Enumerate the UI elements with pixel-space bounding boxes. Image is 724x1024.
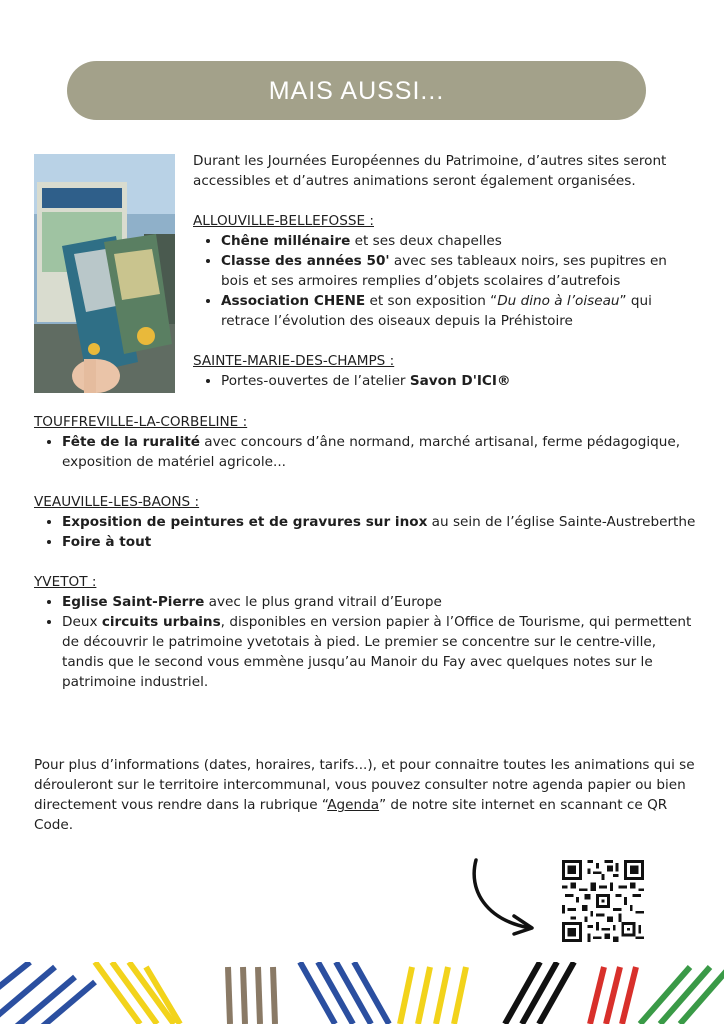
list-item: [62, 592, 698, 612]
item-text: avec concours d’âne normand, marché artisanal, ferme pédagogique, exposition de matériel agricole...: [62, 434, 681, 470]
list-item: [62, 532, 698, 552]
list-item: [221, 231, 698, 251]
item-text: , disponibles en version papier à l’Office de Tourisme, qui permettent de découvrir le patrimoine yvetotais à pied. Le premier se concentre sur le centre-ville, tandis que le second vous emmène jusqu’au Manoir du Fay avec quelques notes sur le patrimoine industriel.: [62, 614, 692, 690]
item-text: au sein de l’église Sainte-Austreberthe: [427, 514, 696, 530]
title-banner: [67, 61, 646, 120]
intro-text: Durant les Journées Européennes du Patrimoine, d’autres sites seront accessibles et d’autres animations seront également organisées.: [193, 153, 667, 189]
section-title-allouville: ALLOUVILLE-BELLEFOSSE :: [193, 213, 374, 229]
section-title-veauville: VEAUVILLE-LES-BAONS :: [34, 494, 200, 510]
qr-code[interactable]: [562, 860, 644, 942]
list-item: [221, 371, 698, 391]
curved-arrow-icon: [468, 856, 540, 936]
item-text: et son exposition “: [365, 293, 498, 309]
outro-after: ” de notre site internet en scannant ce QR Code.: [34, 797, 668, 833]
item-bold: Foire à tout: [62, 534, 152, 550]
item-bold: Fête de la ruralité: [62, 434, 200, 450]
item-text: Portes-ouvertes de l’atelier: [221, 373, 410, 389]
item-text: et ses deux chapelles: [350, 233, 502, 249]
item-text: avec le plus grand vitrail d’Europe: [204, 594, 442, 610]
page-title: MAIS AUSSI...: [268, 76, 445, 105]
outro-paragraph: [34, 755, 698, 835]
item-text: ” qui retrace l’évolution des oiseaux depuis la Préhistoire: [221, 293, 652, 329]
agenda-link[interactable]: Agenda: [327, 797, 380, 813]
item-bold: Association CHENE: [221, 293, 366, 309]
item-italic: Du dino à l’oiseau: [497, 293, 620, 309]
list-item: [221, 251, 698, 291]
full-column: [34, 412, 698, 692]
item-bold: Exposition de peintures et de gravures sur inox: [62, 514, 428, 530]
item-bold: circuits urbains: [101, 614, 221, 630]
section-title-yvetot: YVETOT :: [34, 574, 97, 590]
item-bold: Eglise Saint-Pierre: [62, 594, 205, 610]
touffreville-list: [34, 432, 698, 472]
outro-before: Pour plus d’informations (dates, horaires, tarifs...), et pour connaitre toutes les animations qui se dérouleront sur le territoire intercommunal, vous pouvez consulter notre agenda papier ou bien directement vous rendre dans la rubrique “: [34, 757, 695, 813]
section-title-touffreville: TOUFFREVILLE-LA-CORBELINE :: [34, 414, 248, 430]
list-item: [62, 512, 698, 532]
brochure-photo: [34, 154, 175, 393]
veauville-list: [34, 512, 698, 552]
yvetot-list: [34, 592, 698, 692]
list-item: [62, 432, 698, 472]
list-item: [221, 291, 698, 331]
right-column: [193, 211, 698, 391]
item-text: avec ses tableaux noirs, ses pupitres en bois et ses armoires remplies d’objets scolaires d’autrefois: [221, 253, 667, 289]
section-title-sainte-marie: SAINTE-MARIE-DES-CHAMPS :: [193, 353, 395, 369]
item-text: Deux: [62, 614, 102, 630]
intro-paragraph: [193, 151, 698, 191]
outro-text: [34, 755, 698, 835]
item-bold: Classe des années 50': [221, 253, 390, 269]
allouville-list: [193, 231, 698, 331]
list-item: [62, 612, 698, 692]
item-bold: Savon D'ICI®: [409, 373, 511, 389]
decorative-stripes: [0, 962, 724, 1024]
item-bold: Chêne millénaire: [221, 233, 351, 249]
sainte-marie-list: [193, 371, 698, 391]
